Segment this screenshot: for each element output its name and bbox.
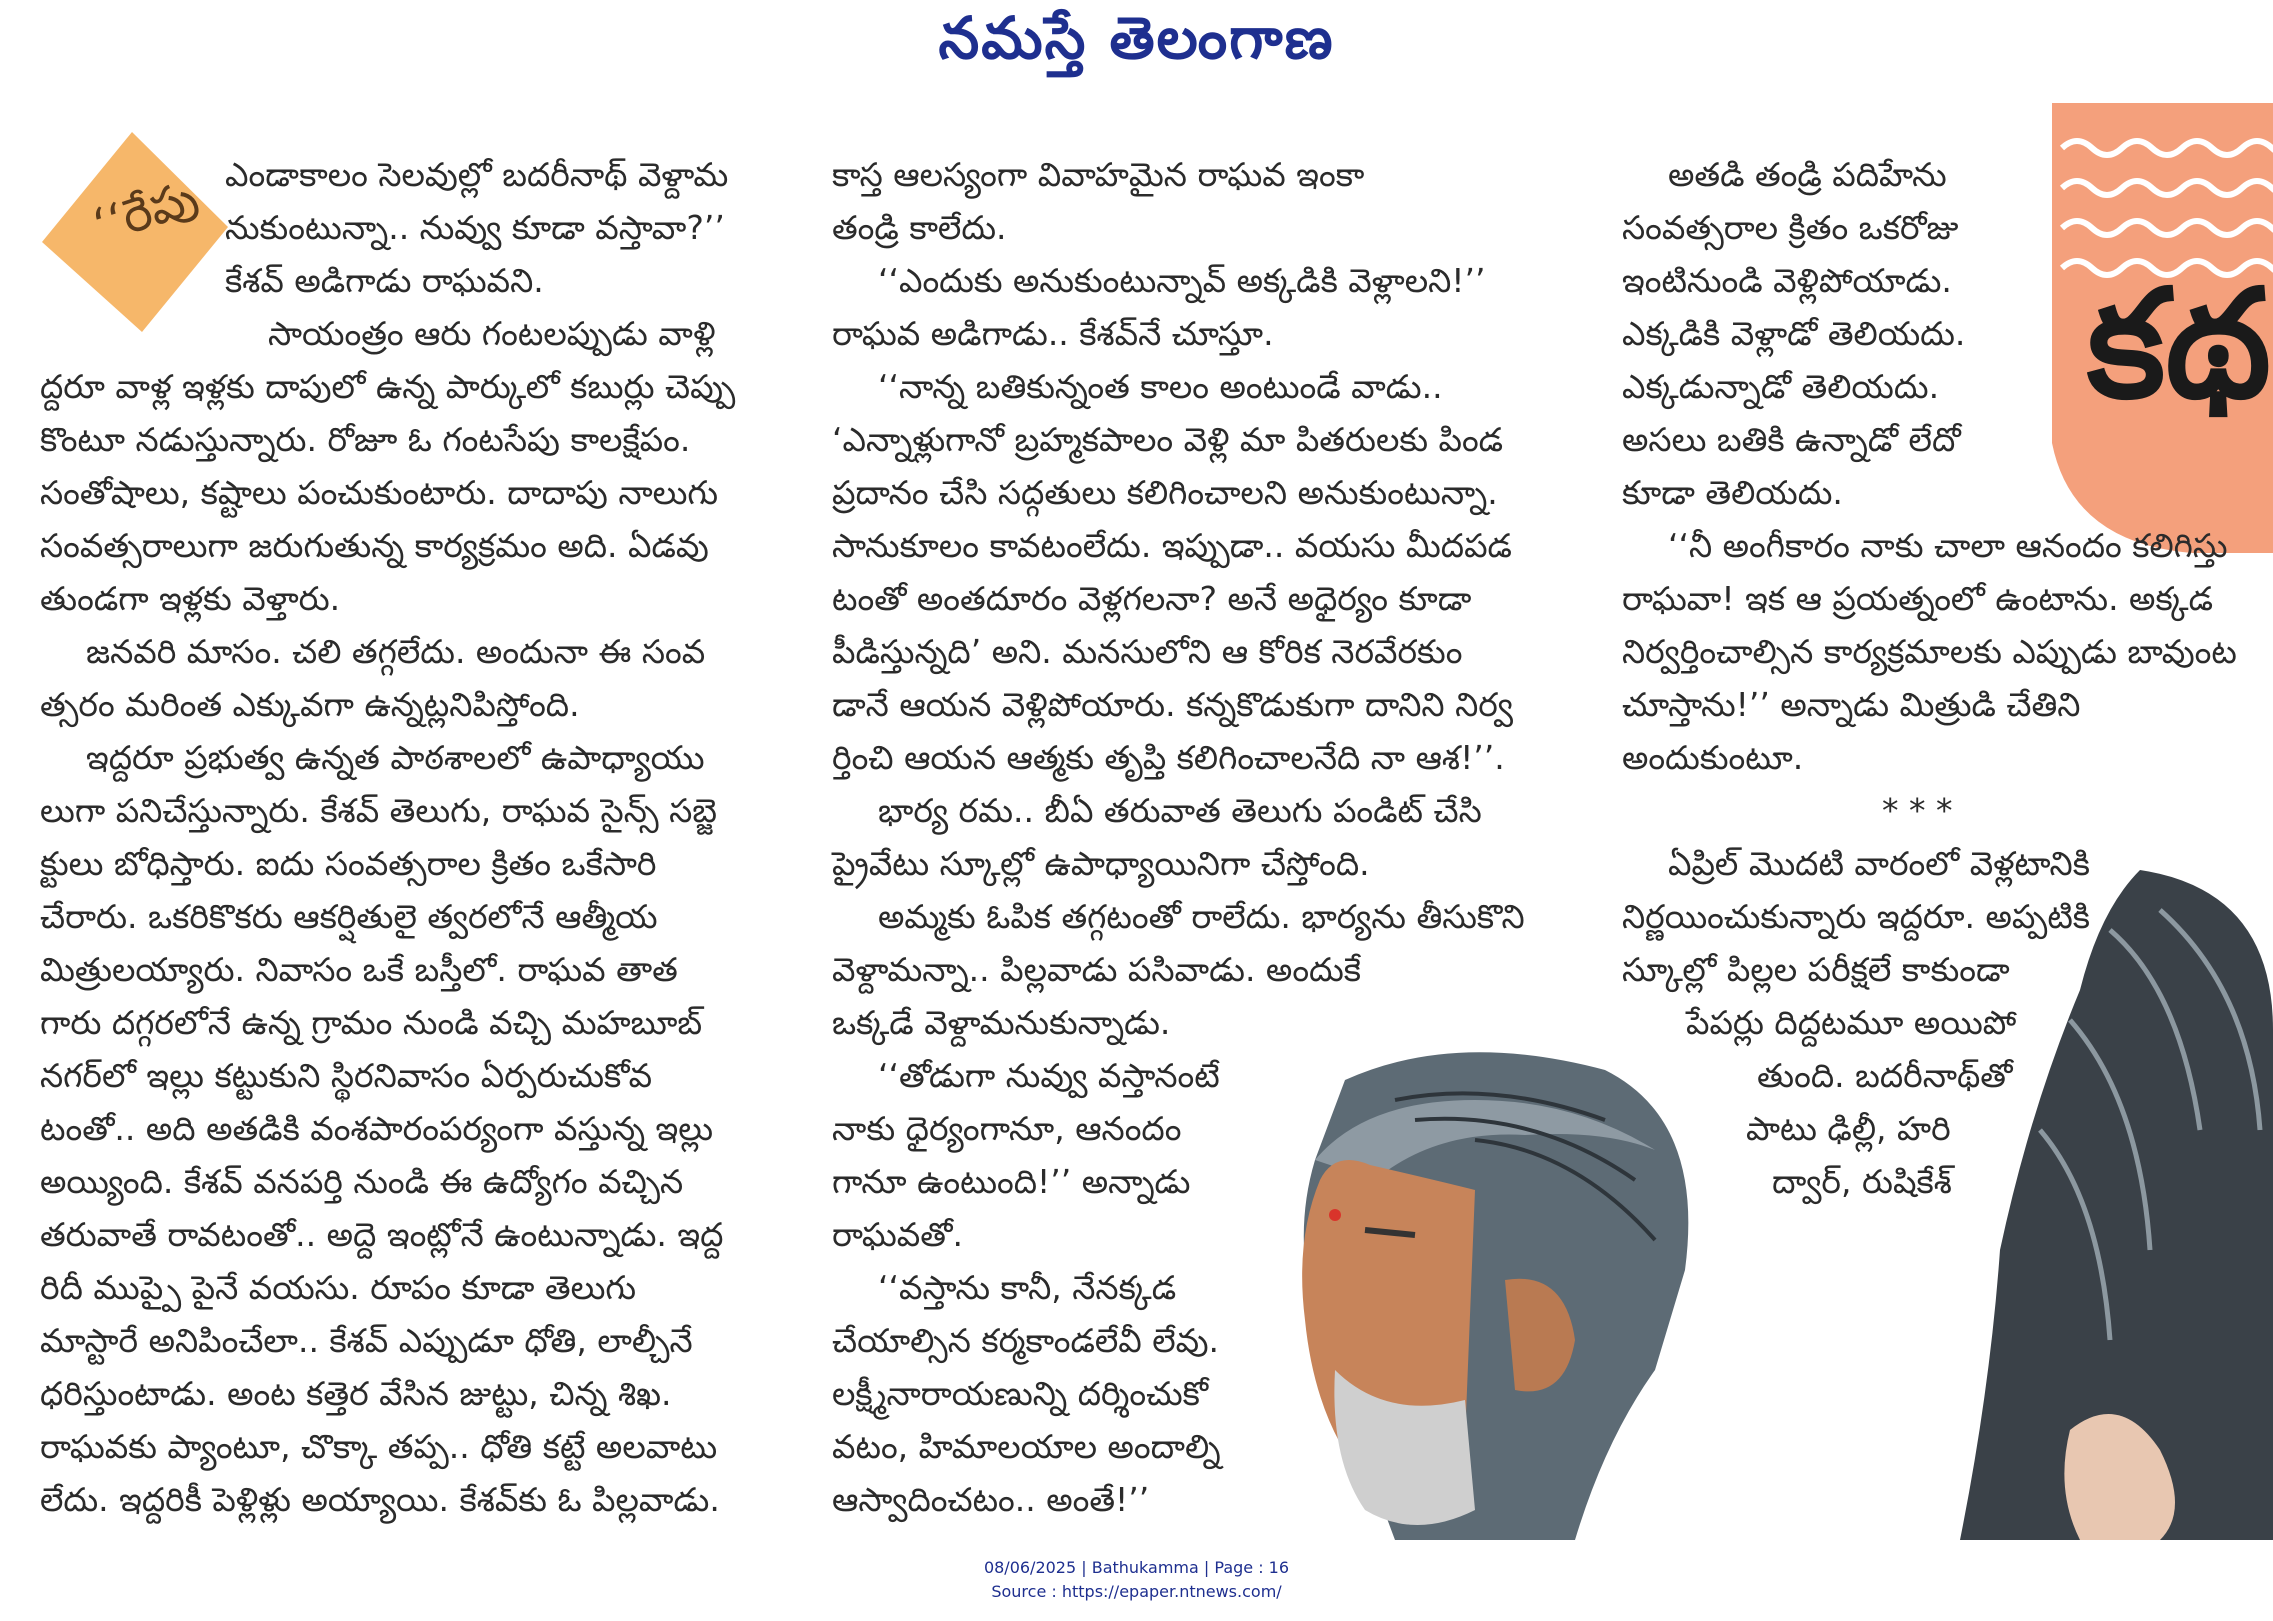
text-line: ఎక్కడున్నాడో తెలియదు. [1622,367,1940,406]
text-line: గానూ ఉంటుంది!’’ అన్నాడు [832,1162,1191,1201]
text-line: చేయాల్సిన కర్మకాండలేవీ లేవు. [832,1321,1220,1360]
text-line: ‘‘నీ అంగీకారం నాకు చాలా ఆనందం కలిగిస్తు [1668,526,2228,565]
text-line: ధరిస్తుంటాడు. అంట కత్తెర వేసిన జుట్టు, చిన్న శిఖ. [40,1374,672,1413]
text-line: ‘‘నాన్న బతికున్నంత కాలం అంటుండే వాడు.. [878,367,1443,406]
masthead: నమస్తే తెలంగాణ [938,4,1335,72]
text-line: కొంటూ నడుస్తున్నారు. రోజూ ఓ గంటసేపు కాలక్షేపం. [40,420,691,459]
text-line: కేశవ్ అడిగాడు రాఘవని. [225,261,544,300]
section-separator: * * * [1882,791,1953,830]
text-line: అసలు బతికి ఉన్నాడో లేదో [1622,420,1961,459]
text-line: గారు దగ్గరలోనే ఉన్న గ్రామం నుండి వచ్చి మహబూబ్ [40,1003,703,1042]
text-line: ‘ఎన్నాళ్లుగానో బ్రహ్మకపాలం వెళ్లి మా పితరులకు పిండ [832,420,1504,459]
text-line: లేదు. ఇద్దరికీ పెళ్లిళ్లు అయ్యాయి. కేశవ్‌కు ఓ పిల్లవాడు. [40,1480,720,1519]
text-line: నగర్‌లో ఇల్లు కట్టుకుని స్థిరనివాసం ఏర్పరుచుకోవ [40,1056,653,1095]
text-line: క్టులు బోధిస్తారు. ఐదు సంవత్సరాల క్రితం ఒకేసారి [40,844,657,883]
text-line: రాఘవతో. [832,1215,963,1254]
text-line: నుకుంటున్నా.. నువ్వు కూడా వస్తావా?’’ [225,208,725,247]
text-line: ప్రదానం చేసి సద్గతులు కలిగించాలని అనుకుంటున్నా. [832,473,1498,512]
text-line: మిత్రులయ్యారు. నివాసం ఒకే బస్తీలో. రాఘవ తాత [40,950,678,989]
text-line: రిదీ ముప్పై పైనే వయసు. రూపం కూడా తెలుగు [40,1268,637,1307]
text-line: ద్వార్, రుషికేశ్ [1772,1162,1952,1201]
text-line: అమ్మకు ఓపిక తగ్గటంతో రాలేదు. భార్యను తీసుకొని [878,897,1525,936]
text-line: ప్రైవేటు స్కూల్లో ఉపాధ్యాయినిగా చేస్తోంది. [832,844,1370,883]
text-line: సానుకూలం కావటంలేదు. ఇప్పుడా.. వయసు మీదపడ [832,526,1512,565]
text-line: రాఘవకు ప్యాంటూ, చొక్కా తప్ప.. ధోతి కట్టే అలవాటు [40,1427,718,1466]
text-line: ర్తించి ఆయన ఆత్మకు తృప్తి కలిగించాలనేది నా ఆశ!’’. [832,738,1505,777]
text-line: రాఘవ అడిగాడు.. కేశవ్‌నే చూస్తూ. [832,314,1274,353]
tag-text: ‘‘రేపు [85,168,205,256]
text-line: ‘‘ఎందుకు అనుకుంటున్నావ్ అక్కడికి వెళ్లాలని!’’ [878,261,1486,300]
text-line: టంతో.. అది అతడికి వంశపారంపర్యంగా వస్తున్న ఇల్లు [40,1109,714,1148]
text-line: ఎక్కడికి వెళ్లాడో తెలియదు. [1622,314,1966,353]
text-line: పీడిస్తున్నది’ అని. మనసులోని ఆ కోరిక నెరవేరకుం [832,632,1463,671]
text-line: తుండగా ఇళ్లకు వెళ్తారు. [40,579,341,618]
text-line: లక్ష్మీనారాయణున్ని దర్శించుకో [832,1374,1209,1413]
text-line: అందుకుంటూ. [1622,738,1804,777]
text-line: నాకు ధైర్యంగానూ, ఆనందం [832,1109,1182,1148]
text-line: తుంది. బదరీనాథ్‌తో [1757,1056,2013,1095]
text-line: ఆస్వాదించటం.. అంతే!’’ [832,1480,1150,1519]
text-line: నిర్ణయించుకున్నారు ఇద్దరూ. అప్పటికి [1622,897,2091,936]
text-line: తండ్రి కాలేదు. [832,208,1007,247]
footer-date-line: 08/06/2025 | Bathukamma | Page : 16 [983,1558,1290,1577]
text-line: ఇద్దరూ ప్రభుత్వ ఉన్నత పాఠశాలలో ఉపాధ్యాయు [86,738,705,777]
text-line: అతడి తండ్రి పదిహేను [1668,155,1947,194]
text-line: కాస్త ఆలస్యంగా వివాహమైన రాఘవ ఇంకా [832,155,1365,194]
text-line: సాయంత్రం ఆరు గంటలప్పుడు వాళ్లి [268,314,716,353]
text-line: ఏప్రిల్ మొదటి వారంలో వెళ్లటానికి [1668,844,2090,883]
text-line: త్సరం మరింత ఎక్కువగా ఉన్నట్లనిపిస్తోంది. [40,685,580,724]
text-line: సంవత్సరాలుగా జరుగుతున్న కార్యక్రమం అది. ఏడవు [40,526,709,565]
text-line: ‘‘తోడుగా నువ్వు వస్తానంటే [878,1056,1220,1095]
text-line: ‘‘వస్తాను కానీ, నేనక్కడ [878,1268,1177,1307]
footer-source-line: Source : https://epaper.ntnews.com/ [991,1582,1282,1601]
text-line: ఎండాకాలం సెలవుల్లో బదరీనాథ్ వెళ్దామ [225,155,729,194]
heading-katha: కథ [2087,258,2272,432]
text-line: నిర్వర్తించాల్సిన కార్యక్రమాలకు ఎప్పుడు బావుంట [1622,632,2237,671]
text-line: పాటు ఢిల్లీ, హరి [1746,1109,1951,1148]
text-line: లుగా పనిచేస్తున్నారు. కేశవ్ తెలుగు, రాఘవ సైన్స్ సబ్జె [40,791,718,830]
text-line: సంతోషాలు, కష్టాలు పంచుకుంటారు. దాదాపు నాలుగు [40,473,719,512]
text-line: చూస్తాను!’’ అన్నాడు మిత్రుడి చేతిని [1622,685,2081,724]
text-line: జనవరి మాసం. చలి తగ్గలేదు. అందునా ఈ సంవ [86,632,706,671]
text-line: డానే ఆయన వెళ్లిపోయారు. కన్నకొడుకుగా దానిని నిర్వ [832,685,1513,724]
text-line: వెళ్దామన్నా.. పిల్లవాడు పసివాడు. అందుకే [832,950,1361,989]
text-line: చేరారు. ఒకరికొకరు ఆకర్షితులై త్వరలోనే ఆత్మీయ [40,897,658,936]
text-line: వటం, హిమాలయాల అందాల్ని [832,1427,1221,1466]
text-line: మాస్టారే అనిపించేలా.. కేశవ్ ఎప్పుడూ ధోతి, లాల్చీనే [40,1321,693,1360]
man-hair-illustration [1960,870,2273,1540]
text-line: ఒక్కడే వెళ్దామనుకున్నాడు. [832,1003,1171,1042]
text-line: ఇంటినుండి వెళ్లిపోయాడు. [1622,261,1952,300]
old-man-illustration [1275,1040,1745,1540]
text-line: ద్దరూ వాళ్ల ఇళ్లకు దాపులో ఉన్న పార్కులో కబుర్లు చెప్పు [40,367,736,406]
text-line: స్కూల్లో పిల్లల పరీక్షలే కాకుండా [1622,950,2010,989]
column-1 [40,148,775,1526]
text-line: సంవత్సరాల క్రితం ఒకరోజు [1622,208,1959,247]
text-line: కూడా తెలియదు. [1622,473,1843,512]
text-line: అయ్యింది. కేశవ్ వనపర్తి నుండి ఈ ఉద్యోగం వచ్చిన [40,1162,684,1201]
text-line: తరువాతే రావటంతో.. అద్దె ఇంట్లోనే ఉంటున్నాడు. ఇద్ద [40,1215,724,1254]
text-line: భార్య రమ.. బీఏ తరువాత తెలుగు పండిట్ చేసి [878,791,1482,830]
text-line: టంతో అంతదూరం వెళ్లగలనా? అనే అధైర్యం కూడా [832,579,1472,618]
text-line: రాఘవా! ఇక ఆ ప్రయత్నంలో ఉంటాను. అక్కడ [1622,579,2214,618]
text-line: పేపర్లు దిద్దటమూ అయిపో [1686,1003,2017,1042]
